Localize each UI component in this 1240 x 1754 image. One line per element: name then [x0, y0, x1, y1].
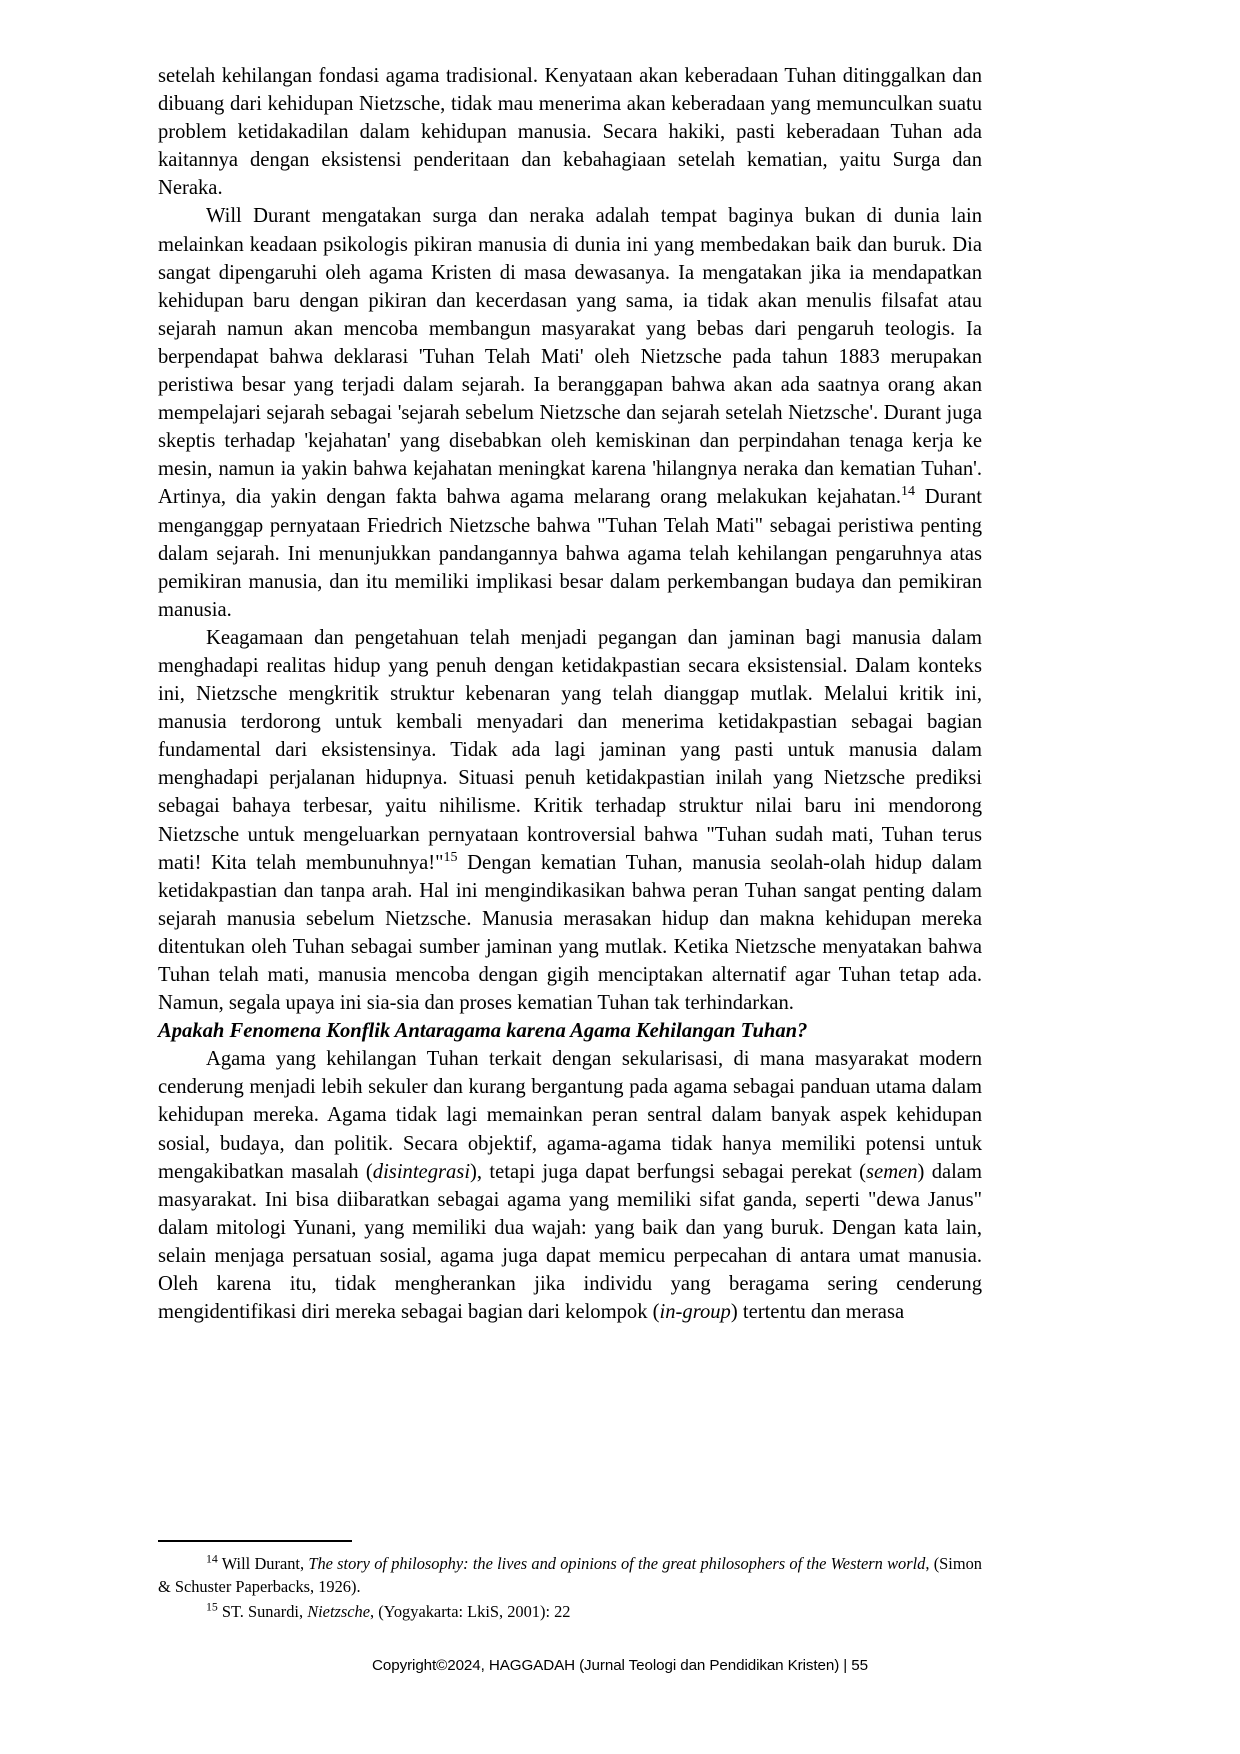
- footnote-14-segment-0: Will Durant,: [217, 1554, 309, 1573]
- footnote-15-segment-1: Nietzsche: [307, 1602, 371, 1621]
- section-heading: Apakah Fenomena Konflik Antaragama karena Agama Kehilangan Tuhan?: [158, 1020, 808, 1043]
- paragraph-4-segment-6: ) tertentu dan merasa: [730, 1301, 905, 1324]
- paragraph-3-text-after-note: Dengan kematian Tuhan, manusia seolah-olah hidup dalam ketidakpastian dan tanpa arah. Hal ini mengindikasikan bahwa peran Tuhan sangat penting dalam sejarah manusia sebelum Nietzsche. Manusia merasakan hidup dan makna kehidupan mereka ditentukan oleh Tuhan sebagai sumber jaminan yang mutlak. Ketika Nietzsche menyatakan bahwa Tuhan telah mati, manusia mencoba dengan gigih menciptakan alternatif agar Tuhan tetap ada. Namun, segala upaya ini sia-sia dan proses kematian Tuhan tak terhindarkan.: [158, 851, 982, 1015]
- paragraph-2: [158, 202, 982, 623]
- footnote-number-14: 14: [206, 1551, 218, 1566]
- footnotes-area: [158, 1540, 982, 1625]
- paragraph-2-text-before-note: Will Durant mengatakan surga dan neraka adalah tempat baginya bukan di dunia lain melainkan keadaan psikologis pikiran manusia di dunia ini yang membedakan baik dan buruk. Dia sangat dipengaruhi oleh agama Kristen di masa dewasanya. Ia mengatakan jika ia mendapatkan kehidupan baru dengan pikiran dan kecerdasan yang sama, ia tidak akan menulis filsafat atau sejarah namun akan mencoba membangun masyarakat yang bebas dari pengaruh teologis. Ia berpendapat bahwa deklarasi 'Tuhan Telah Mati' oleh Nietzsche pada tahun 1883 merupakan peristiwa besar yang terjadi dalam sejarah. Ia beranggapan bahwa akan ada saatnya orang akan mempelajari sejarah sebagai 'sejarah sebelum Nietzsche dan sejarah setelah Nietzsche'. Durant juga skeptis terhadap 'kejahatan' yang disebabkan oleh kemiskinan dan perpindahan tenaga kerja ke mesin, namun ia yakin bahwa kejahatan meningkat karena 'hilangnya neraka dan kematian Tuhan'. Artinya, dia yakin dengan fakta bahwa agama melarang orang melakukan kejahatan.: [158, 205, 982, 509]
- paragraph-4-segment-2: ), tetapi juga dapat berfungsi sebagai perekat (: [470, 1160, 867, 1183]
- footnote-entry-15: [158, 1600, 982, 1623]
- paragraph-4-segment-3: semen: [866, 1160, 918, 1183]
- footnote-separator-rule: [158, 1540, 352, 1542]
- paragraph-4-segment-0: Agama yang kehilangan Tuhan terkait dengan sekularisasi, di mana masyarakat modern cenderung menjadi lebih sekuler dan kurang bergantung pada agama sebagai panduan utama dalam kehidupan mereka. Agama tidak lagi memainkan peran sentral dalam banyak aspek kehidupan sosial, budaya, dan politik. Secara objektif, agama-agama tidak hanya memiliki potensi untuk mengakibatkan masalah (: [158, 1048, 982, 1183]
- page-content: [158, 62, 982, 1326]
- paragraph-2-text-after-note: Durant menganggap pernyataan Friedrich Nietzsche bahwa "Tuhan Telah Mati" sebagai peristiwa penting dalam sejarah. Ini menunjukkan pandangannya bahwa agama telah kehilangan pengaruhnya atas pemikiran manusia, dan itu memiliki implikasi besar dalam perkembangan budaya dan pemikiran manusia.: [158, 486, 982, 621]
- footnote-14-segment-2: , (Simon & Schuster Paperbacks, 1926).: [158, 1554, 982, 1596]
- paragraph-3-text-before-note: Keagamaan dan pengetahuan telah menjadi pegangan dan jaminan bagi manusia dalam menghadapi realitas hidup yang penuh dengan ketidakpastian secara eksistensial. Dalam konteks ini, Nietzsche mengkritik struktur kebenaran yang telah dianggap mutlak. Melalui kritik ini, manusia terdorong untuk kembali menyadari dan menerima ketidakpastian sebagai bagian fundamental dari eksistensinya. Tidak ada lagi jaminan yang pasti untuk manusia dalam menghadapi perjalanan hidupnya. Situasi penuh ketidakpastian inilah yang Nietzsche prediksi sebagai bahaya terbesar, yaitu nihilisme. Kritik terhadap struktur nilai baru ini mendorong Nietzsche untuk mengeluarkan pernyataan kontroversial bahwa "Tuhan sudah mati, Tuhan terus mati! Kita telah membunuhnya!": [158, 626, 982, 874]
- paragraph-4: [158, 1045, 982, 1326]
- footnote-marker-15[interactable]: 15: [443, 849, 458, 865]
- footnote-number-15: 15: [206, 1599, 218, 1614]
- paragraph-1: setelah kehilangan fondasi agama tradisional. Kenyataan akan keberadaan Tuhan ditinggalkan dan dibuang dari kehidupan Nietzsche, tidak mau menerima akan keberadaan yang memunculkan suatu problem ketidakadilan dalam kehidupan manusia. Secara hakiki, pasti keberadaan Tuhan ada kaitannya dengan eksistensi penderitaan dan kebahagiaan setelah kematian, yaitu Surga dan Neraka.: [158, 65, 982, 200]
- page-footer: Copyright©2024, HAGGADAH (Jurnal Teologi dan Pendidikan Kristen) | 55: [372, 1657, 868, 1674]
- paragraph-4-segment-5: in-group: [659, 1301, 731, 1324]
- footnote-entry-14: [158, 1552, 982, 1598]
- footnote-15-segment-2: , (Yogyakarta: LkiS, 2001): 22: [370, 1602, 571, 1621]
- paragraph-4-segment-1: disintegrasi: [372, 1160, 471, 1183]
- footnote-marker-14[interactable]: 14: [901, 484, 915, 500]
- paragraph-3: [158, 624, 982, 1017]
- footnote-15-segment-0: ST. Sunardi,: [217, 1602, 308, 1621]
- paragraph-4-segment-4: ) dalam masyarakat. Ini bisa diibaratkan sebagai agama yang memiliki sifat ganda, seperti "dewa Janus" dalam mitologi Yunani, yang memiliki dua wajah: yang baik dan yang buruk. Dengan kata lain, selain menjaga persatuan sosial, agama juga dapat memicu perpecahan di antara umat manusia. Oleh karena itu, tidak mengherankan jika individu yang beragama sering cenderung mengidentifikasi diri mereka sebagai bagian dari kelompok (: [158, 1160, 983, 1324]
- footnote-14-segment-1: The story of philosophy: the lives and opinions of the great philosophers of the Western world: [308, 1554, 926, 1573]
